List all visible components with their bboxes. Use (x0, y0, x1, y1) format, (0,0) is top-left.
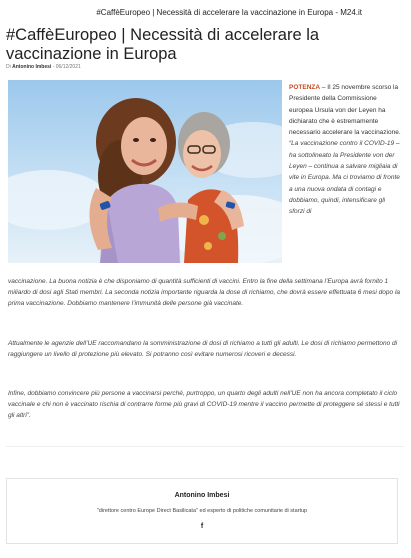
author-box (6, 478, 398, 544)
author-box-name[interactable]: Antonino Imbesi (174, 492, 230, 499)
lead-text: – Il 25 novembre scorso la Presidente della Commissione europea Ursula von der Leyen ha dichiarato che è estremamente necessario accelerare la vaccinazione. (289, 84, 401, 137)
byline-author-link[interactable]: Antonino Imbesi (12, 64, 52, 70)
paragraph-3-block (8, 388, 400, 421)
byline-separator: - (52, 64, 55, 70)
author-box-bio: "direttore centro Europe Direct Basilicata" ed esperto di politiche comunitarie di startup (96, 508, 308, 514)
paragraph-3: Infine, dobbiamo convincere più persone a vaccinarsi perché, purtroppo, un quarto degli adulti nell’UE non ha ancora completato il ciclo vaccinale e chi non è vaccinato rischia di contrarre forme più gravi di COVID-19 mentre il vaccino permette di proteggere sé stessi e tutti gli altri”. (8, 390, 400, 419)
paragraph-2-block (8, 338, 400, 360)
quote-start: “La vaccinazione contro il COVID-19 – ha sottolineato la Presidente von der Leyen – continua a salvare migliaia di vite in Europa. Ma ci troviamo di fronte a una nuova ondata di contagi e dobbiamo, quindi, intensificare gli sforzi di (289, 140, 400, 216)
facebook-icon[interactable]: f (200, 523, 204, 530)
quote-continuation-block (8, 276, 400, 309)
site-title-line: #CaffèEuropeo | Necessità di accelerare la vaccinazione in Europa - M24.it (96, 8, 362, 17)
section-divider (6, 446, 404, 447)
byline-prefix: Di (6, 64, 11, 70)
vaccinated-women-image (8, 80, 282, 263)
byline-date: 06/12/2021 (55, 64, 81, 70)
article-photo (8, 80, 282, 263)
dateline-location: POTENZA (289, 84, 321, 91)
lead-column (289, 82, 401, 218)
paragraph-2: Attualmente le agenzie dell’UE raccomandano la somministrazione di dosi di richiamo a tutti gli adulti. Le dosi di richiamo permettono di raggiungere un livello di protezione più elevato. Si potranno così evitare numerosi ricoveri e decessi. (8, 340, 398, 358)
quote-continuation: vaccinazione. La buona notizia è che disponiamo di quantità sufficienti di vaccini. Entro la fine della settimana l’Europa avrà fornito 1 miliardo di dosi agli Stati membri. La seconda notizia importante riguarda la dose di richiamo, che dovrà essere effettuata 6 mesi dopo la prima vaccinazione. Dobbiamo mantenere l’immunità delle persone già vaccinate. (8, 278, 401, 307)
lead-paragraph (289, 82, 401, 138)
byline (6, 64, 81, 70)
article-title: #CaffèEuropeo | Necessità di accelerare la vaccinazione in Europa (6, 26, 320, 63)
